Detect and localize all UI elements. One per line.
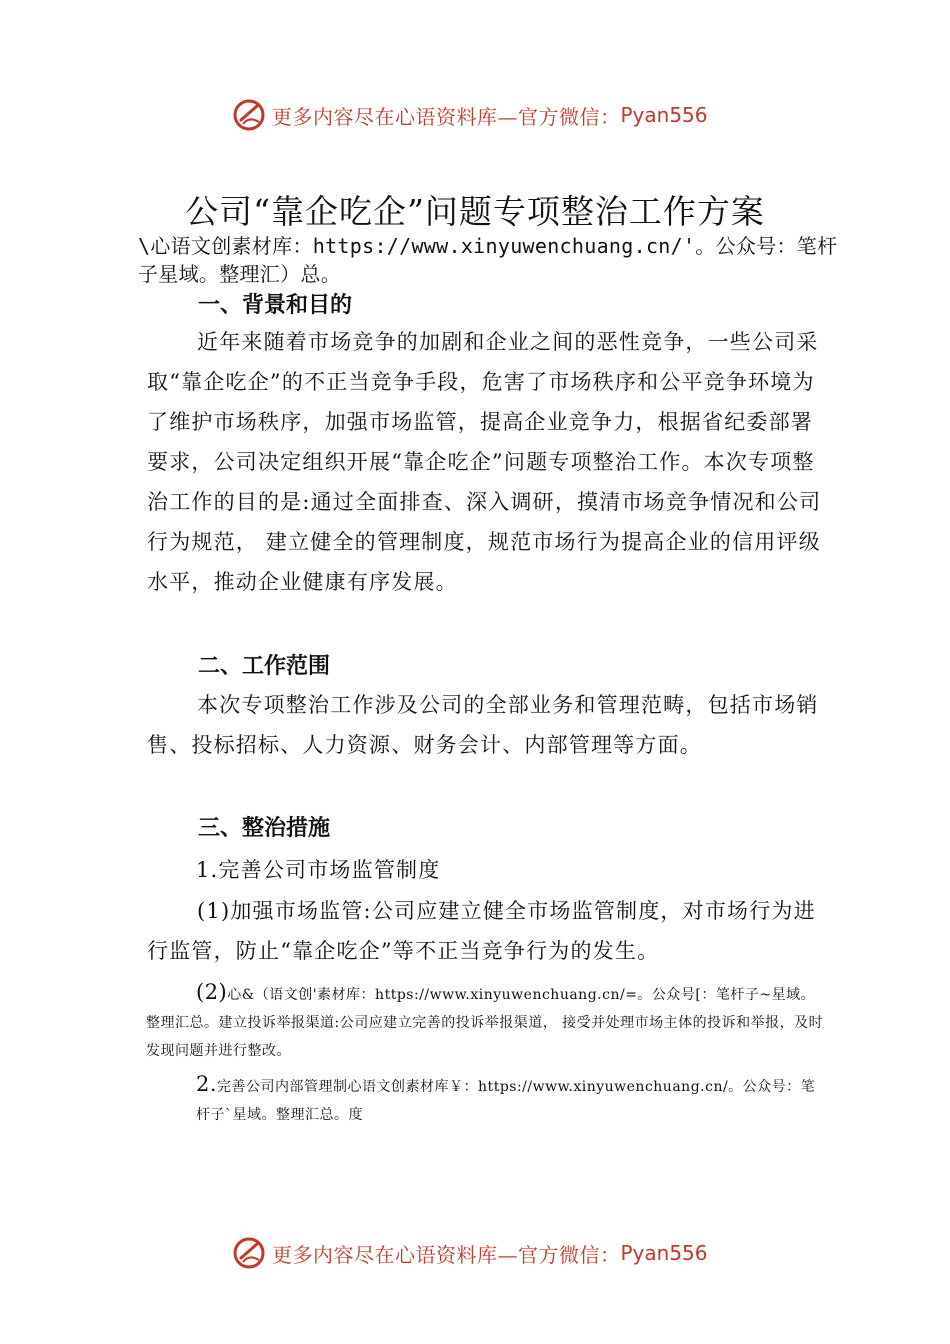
sub-number: (2) xyxy=(196,980,228,1004)
measure-item-1: 1.完善公司市场监管制度 xyxy=(196,858,441,882)
banner-text: 更多内容尽在心语资料库—官方微信： xyxy=(272,1242,621,1267)
section-heading-scope: 二、工作范围 xyxy=(198,654,331,679)
document-title: 公司“靠企吃企”问题专项整治工作方案 xyxy=(185,192,765,231)
brand-logo-icon xyxy=(232,98,266,132)
paragraph: 近年来随着市场竞争的加剧和企业之间的恶性竞争，一些公司采取“靠企吃企”的不正当竞争手段，危害了市场秩序和公平竞争环境为了维护市场秩序，加强市场监管，提高企业竞争力，根据省纪委部署要求，公司决定组织开展“靠企吃企”问题专项整治工作。本次专项整治工作的目的是:通过全面排查、深入调研，摸清市场竞争情况和公司行为规范， 建立健全的管理制度，规范市场行为提高企业的信用评级水平，推动企业健康有序发展。 xyxy=(147,330,822,594)
banner-wechat: Pyan556 xyxy=(620,103,708,127)
section-body-background xyxy=(147,322,827,602)
banner-wechat: Pyan556 xyxy=(620,1241,708,1265)
paragraph: (1)加强市场监管:公司应建立健全市场监管制度，对市场行为进行监管，防止“靠企吃企”等不正当竞争行为的发生。 xyxy=(147,899,816,963)
section-heading-measures: 三、整治措施 xyxy=(198,816,331,841)
footer-banner xyxy=(232,1233,708,1273)
paragraph: 心&（语文创'素材库：https://www.xinyuwenchuang.cn/=。公众号[：笔杆子~星域。整理汇总。建立投诉举报渠道:公司应建立完善的投诉举报渠道， 接受并处理市场主体的投诉和举报，及时发现问题并进行整改。 xyxy=(146,987,824,1059)
item-number: 2. xyxy=(196,1072,218,1096)
brand-logo-icon xyxy=(232,1236,266,1270)
section-body-scope xyxy=(147,685,827,765)
paragraph: 本次专项整治工作涉及公司的全部业务和管理范畴，包括市场销售、投标招标、人力资源、财务会计、内部管理等方面。 xyxy=(147,693,819,757)
measure-sub-1 xyxy=(147,891,827,971)
paragraph: 完善公司内部管理制心语文创素材库￥：https://www.xinyuwenchuang.cn/。公众号：笔杆子`星域。整理汇总。度 xyxy=(196,1079,816,1123)
section-heading-background: 一、背景和目的 xyxy=(198,293,353,318)
header-banner xyxy=(232,95,708,135)
measure-item-2 xyxy=(196,1070,816,1129)
banner-text: 更多内容尽在心语资料库—官方微信： xyxy=(272,104,621,129)
measure-sub-2 xyxy=(146,978,826,1065)
source-note: \心语文创素材库：https://www.xinyuwenchuang.cn/'。公众号：笔杆子星域。整理汇）总。 xyxy=(138,234,838,286)
